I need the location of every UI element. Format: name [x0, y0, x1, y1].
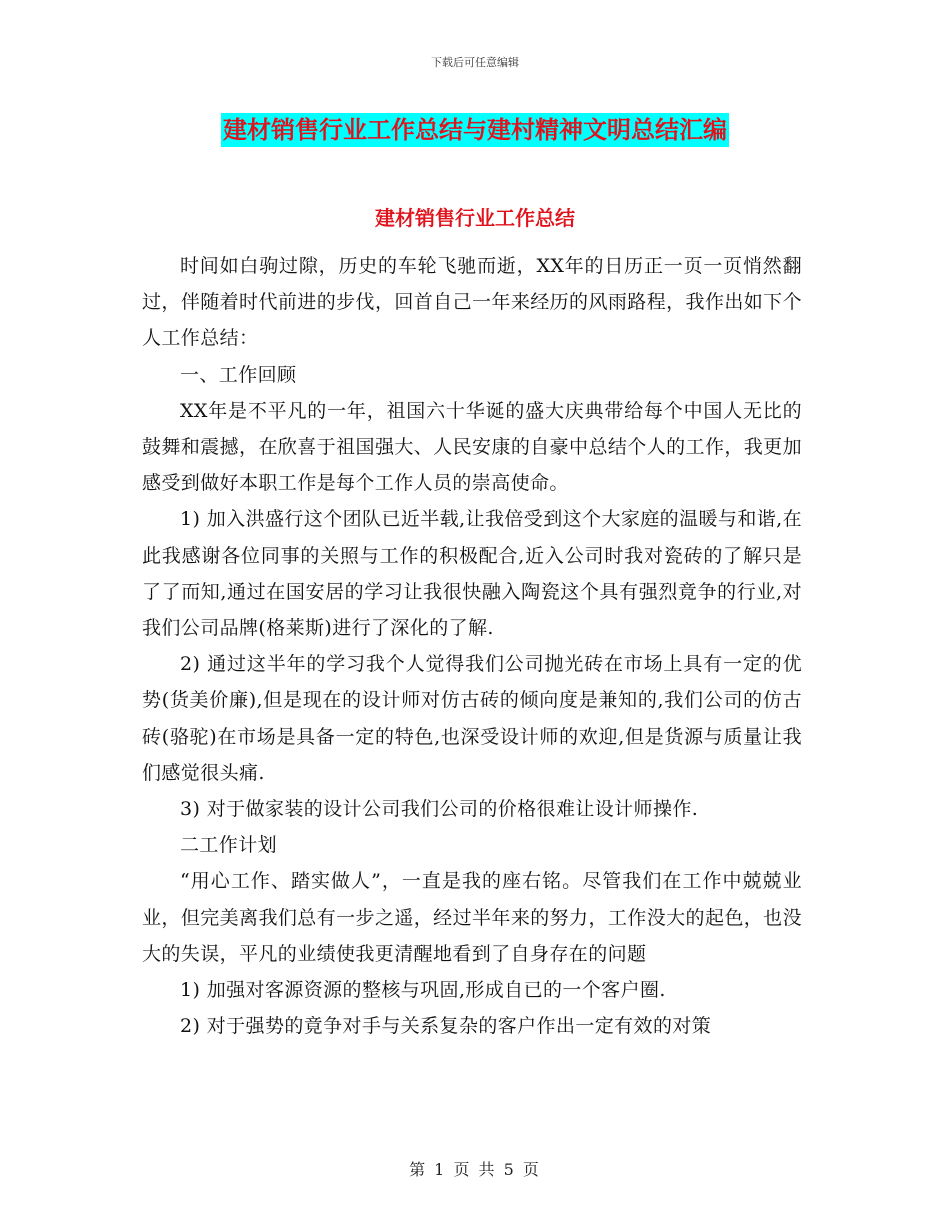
list-item: 1) 加强对客源资源的整核与巩固,形成自已的一个客户圈.: [180, 979, 666, 1002]
paragraph: 时间如白驹过隙，历史的车轮飞驰而逝，XX年的日历正一页一页悄然翻过，伴随着时代前进的步伐，回首自己一年来经历的风雨路程，我作出如下个人工作总结：: [142, 255, 802, 350]
document-title: [0, 113, 950, 147]
list-item: 2) 对于强势的竟争对手与关系复杂的客户作出一定有效的对策: [180, 1015, 712, 1038]
paragraph-heading: 一、工作回顾: [180, 363, 297, 386]
list-item: 3) 对于做家装的设计公司我们公司的价格很难让设计师操作.: [180, 798, 699, 821]
page-footer: 第 1 页 共 5 页: [409, 1160, 541, 1179]
paragraph: XX年是不平凡的一年，祖国六十华诞的盛大庆典带给每个中国人无比的鼓舞和震撼，在欣喜于祖国强大、人民安康的自豪中总结个人的工作，我更加感受到做好本职工作是每个工作人员的崇高使命。: [142, 399, 802, 495]
list-item: 2) 通过这半年的学习我个人觉得我们公司抛光砖在市场上具有一定的优势(货美价廉),但是现在的设计师对仿古砖的倾向度是兼知的,我们公司的仿古砖(骆驼)在市场是具备一定的特色,也深受设计师的欢迎,但是货源与质量让我们感觉很头痛.: [142, 653, 802, 784]
document-title-text: 建材销售行业工作总结与建村精神文明总结汇编: [221, 113, 729, 147]
paragraph: “用心工作、踏实做人”，一直是我的座右铭。尽管我们在工作中兢兢业业，但完美离我们总有一步之遥，经过半年来的努力，工作没大的起色，也没大的失误，平凡的业绩使我更清醒地看到了自身存在的问题: [142, 870, 802, 965]
document-body: [142, 248, 802, 1044]
section-title: 建材销售行业工作总结: [375, 206, 575, 230]
paragraph-heading: 二工作计划: [180, 834, 278, 857]
list-item: 1) 加入洪盛行这个团队已近半载,让我倍受到这个大家庭的温暖与和谐,在此我感谢各位同事的关照与工作的积极配合,近入公司时我对瓷砖的了解只是了了而知,通过在国安居的学习让我很快融入陶瓷这个具有强烈竟争的行业,对我们公司品牌(格莱斯)进行了深化的了解.: [142, 508, 802, 640]
header-note: 下载后可任意编辑: [431, 56, 519, 69]
